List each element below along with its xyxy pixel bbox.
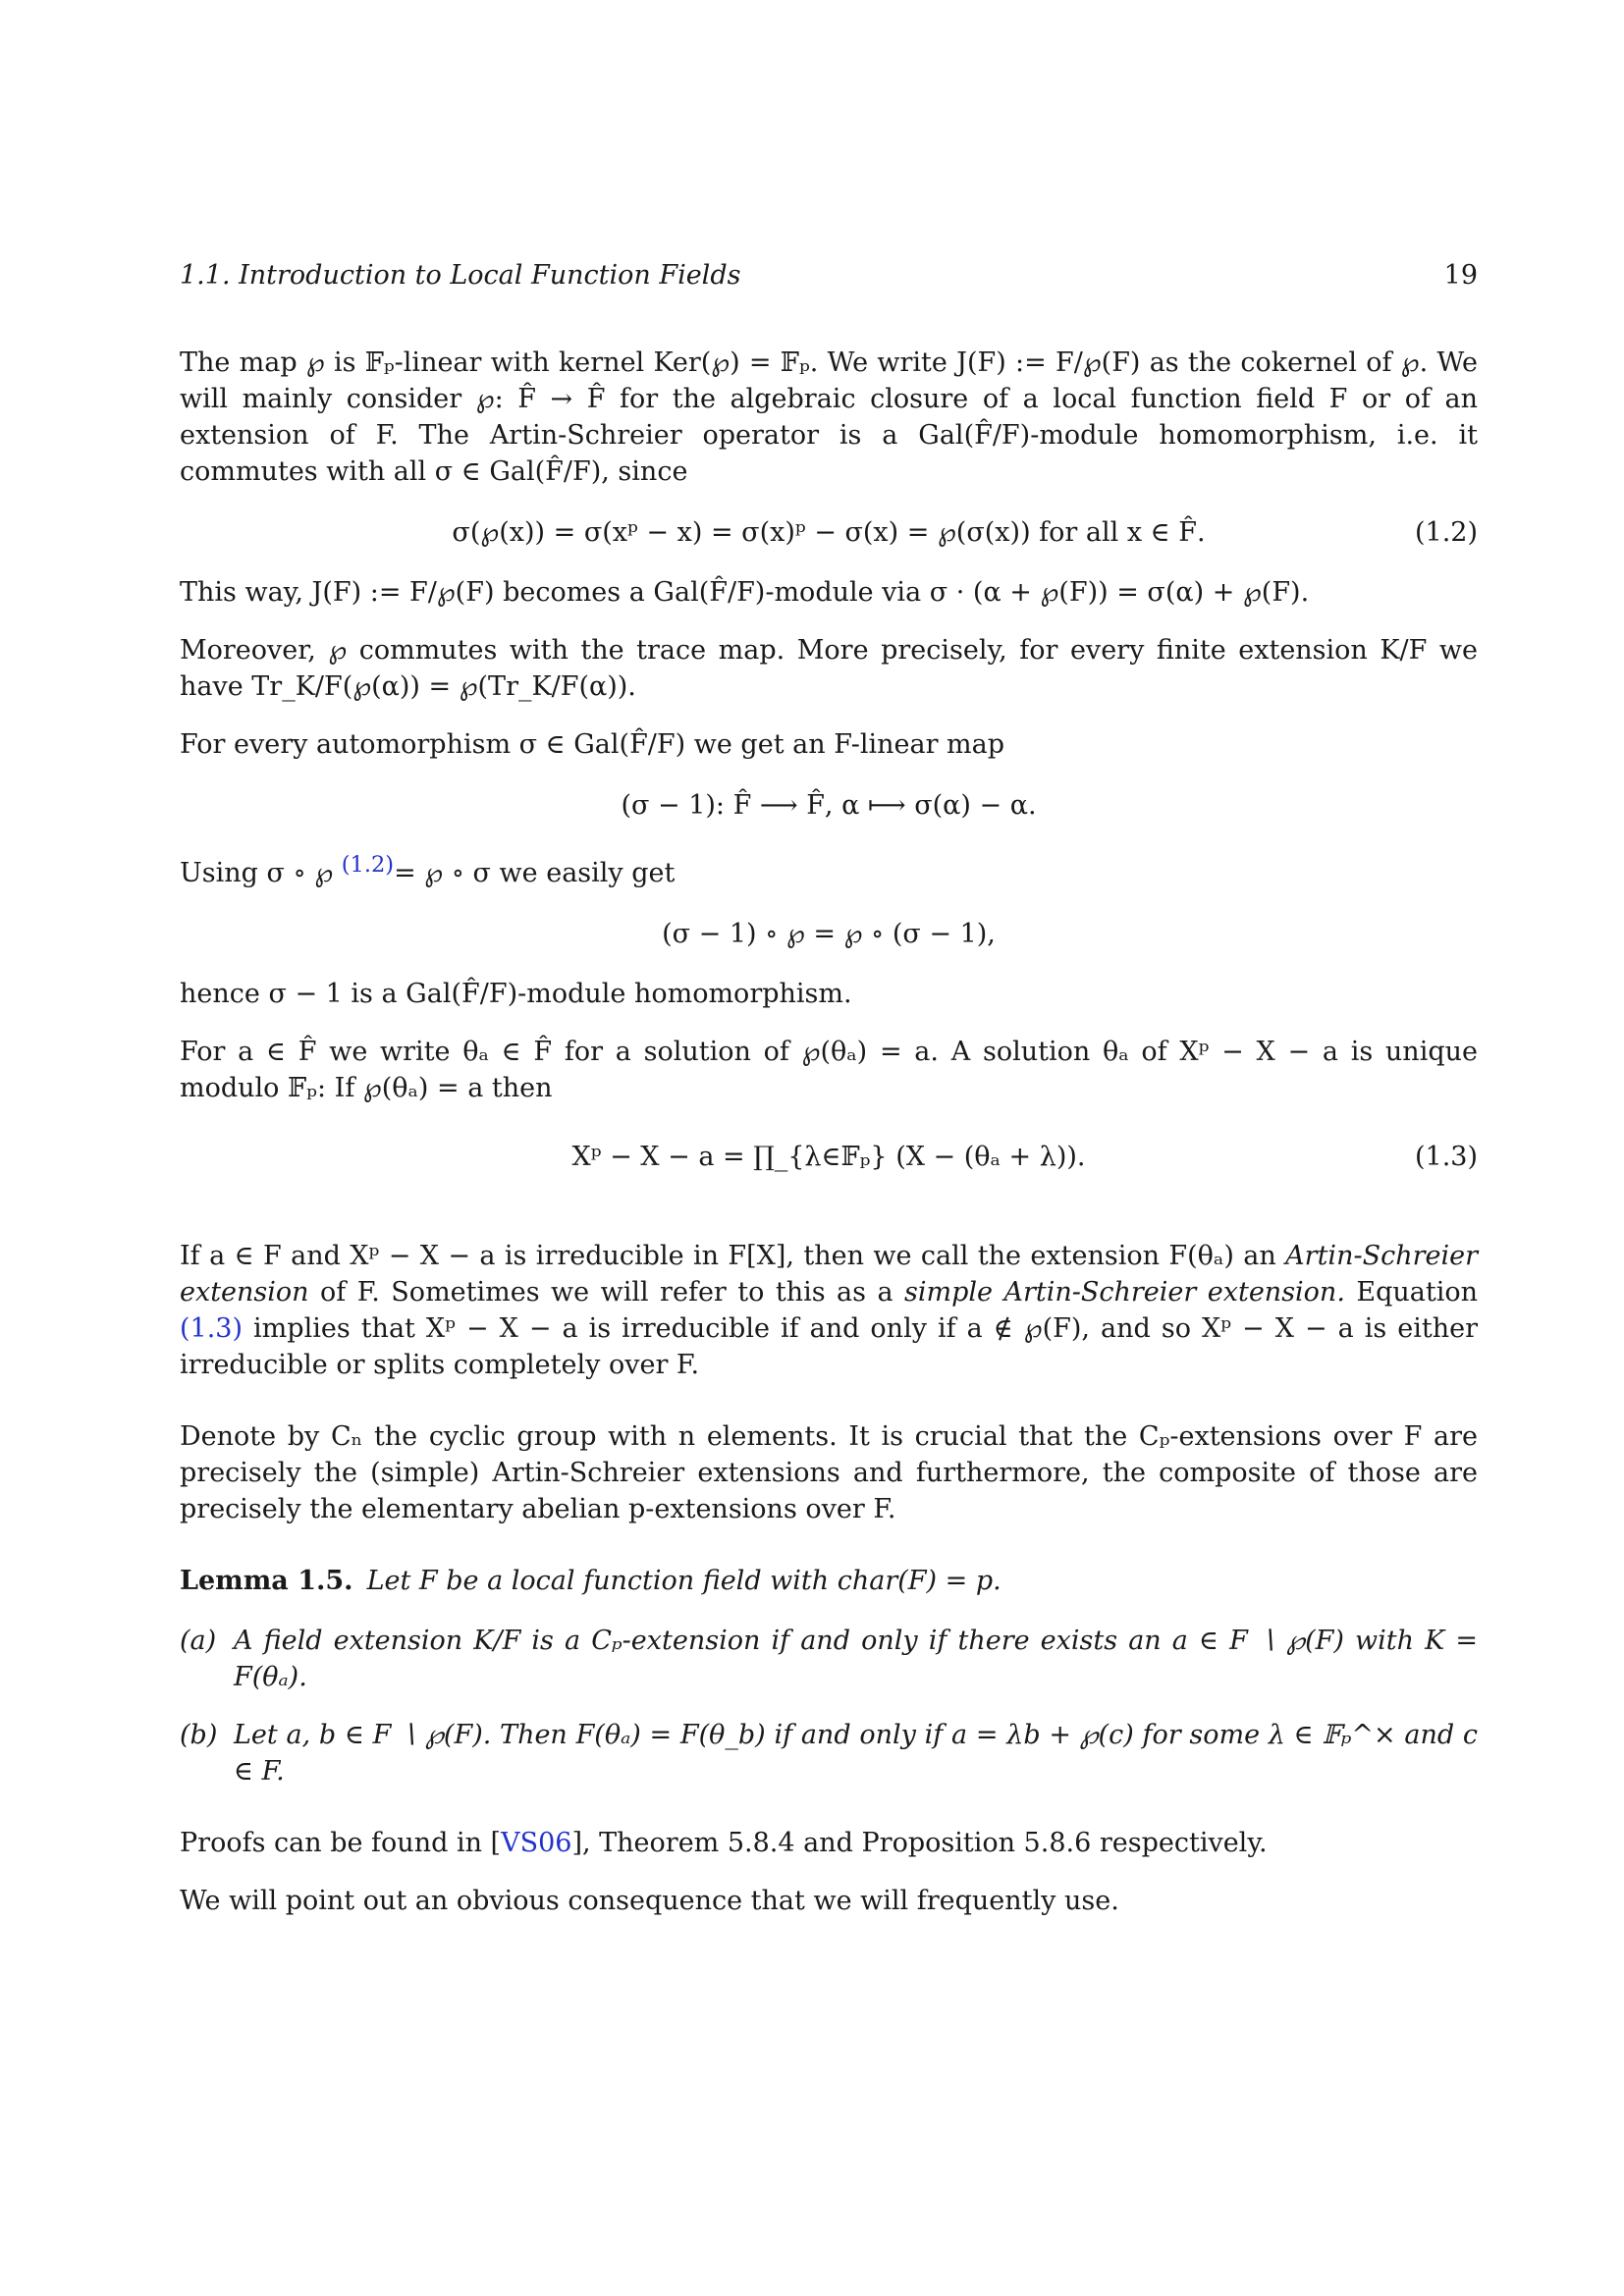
equation-ref-1-2[interactable]: (1.2): [341, 852, 395, 878]
paragraph-9: Denote by Cₙ the cyclic group with n elements. It is crucial that the Cₚ-extensions over F are precisely the (simple) Artin-Schreier extensions and furthermore, the composite of those are precisely the elementary abelian p-extensions over F.: [180, 1421, 1478, 1524]
equation-number-1-3: (1.3): [1414, 1142, 1478, 1172]
lemma-item-b: [180, 1717, 1478, 1789]
equation-number-1-2: (1.2): [1414, 517, 1478, 548]
equation-1-3-body: Xᵖ − X − a = ∏_{λ∈𝔽ₚ} (X − (θₐ + λ)).: [571, 1142, 1086, 1172]
running-title: 1.1. Introduction to Local Function Fields: [180, 260, 741, 291]
paragraph-8-f: implies that Xᵖ − X − a is irreducible if and only if a ∉ ℘(F), and so Xᵖ − X − a is either irreducible or splits completely over F.: [180, 1313, 1478, 1380]
term-simple-artin-schreier: simple Artin-Schreier extension.: [904, 1277, 1345, 1308]
paragraph-10-a: Proofs can be found in [: [180, 1828, 502, 1858]
lemma-1-5: [180, 1563, 1478, 1599]
paragraph-2: This way, J(F) := F/℘(F) becomes a Gal(F̂/F)-module via σ · (α + ℘(F)) = σ(α) + ℘(F).: [180, 577, 1310, 608]
equation-1-2: [180, 511, 1478, 555]
equation-commute-body: (σ − 1) ∘ ℘ = ℘ ∘ (σ − 1),: [662, 919, 996, 949]
equation-sigma-map-body: (σ − 1): F̂ ⟶ F̂, α ⟼ σ(α) − α.: [621, 790, 1037, 821]
paragraph-8-a: If a ∈ F and Xᵖ − X − a is irreducible in F[X], then we call the extension F(θₐ) an: [180, 1241, 1286, 1271]
page-number: 19: [1443, 260, 1478, 291]
paragraph-5-post: = ℘ ∘ σ we easily get: [394, 858, 676, 888]
paragraph-10: [180, 1825, 1478, 1861]
paragraph-11: We will point out an obvious consequence that we will frequently use.: [180, 1886, 1119, 1916]
citation-vs06[interactable]: VS06: [501, 1828, 572, 1858]
paragraph-5-pre: Using σ ∘ ℘: [180, 858, 342, 888]
paragraph-5: [180, 847, 1478, 891]
paragraph-8-e: Equation: [1344, 1277, 1478, 1308]
paragraph-8: [180, 1238, 1478, 1383]
equation-sigma-minus-one-map: [180, 784, 1478, 828]
paragraph-3: Moreover, ℘ commutes with the trace map. More precisely, for every finite extension K/F we have Tr_K/F(℘(α)) = ℘(Tr_K/F(α)).: [180, 635, 1478, 702]
equation-ref-1-3[interactable]: (1.3): [180, 1313, 244, 1344]
lemma-item-a-label: (a): [180, 1626, 217, 1656]
paragraph-8-c: of F. Sometimes we will refer to this as a: [308, 1277, 905, 1308]
paragraph-4: For every automorphism σ ∈ Gal(F̂/F) we get an F-linear map: [180, 729, 1005, 760]
equation-1-2-body: σ(℘(x)) = σ(xᵖ − x) = σ(x)ᵖ − σ(x) = ℘(σ(x)) for all x ∈ F̂.: [452, 517, 1206, 548]
lemma-item-a-text: A field extension K/F is a Cₚ-extension if and only if there exists an a ∈ F ∖ ℘(F) with K = F(θₐ).: [234, 1626, 1478, 1692]
paragraph-6: hence σ − 1 is a Gal(F̂/F)-module homomorphism.: [180, 979, 852, 1009]
equation-commute: [180, 913, 1478, 956]
paragraph-7: For a ∈ F̂ we write θₐ ∈ F̂ for a solution of ℘(θₐ) = a. A solution θₐ of Xᵖ − X − a is unique modulo 𝔽ₚ: If ℘(θₐ) = a then: [180, 1037, 1478, 1103]
lemma-item-b-label: (b): [180, 1720, 218, 1750]
paragraph-10-b: ], Theorem 5.8.4 and Proposition 5.8.6 respectively.: [571, 1828, 1268, 1858]
lemma-statement: Let F be a local function field with char(F) = p.: [366, 1566, 1001, 1596]
lemma-item-b-text: Let a, b ∈ F ∖ ℘(F). Then F(θₐ) = F(θ_b) if and only if a = λb + ℘(c) for some λ ∈ 𝔽ₚ^× and c ∈ F.: [234, 1720, 1478, 1787]
page: [180, 257, 1478, 1941]
lemma-item-a: [180, 1623, 1478, 1695]
running-header: [180, 257, 1478, 294]
paragraph-1: The map ℘ is 𝔽ₚ-linear with kernel Ker(℘) = 𝔽ₚ. We write J(F) := F/℘(F) as the cokernel of ℘. We will mainly consider ℘: F̂ → F̂ for the algebraic closure of a local function field F or of an extension of F. The Artin-Schreier operator is a Gal(F̂/F)-module homomorphism, i.e. it commutes with all σ ∈ Gal(F̂/F), since: [180, 347, 1478, 487]
lemma-label: Lemma 1.5.: [180, 1566, 353, 1596]
term-artin-schreier-extension: Artin-Schreier extension: [180, 1241, 1478, 1308]
equation-1-3: [180, 1128, 1478, 1218]
